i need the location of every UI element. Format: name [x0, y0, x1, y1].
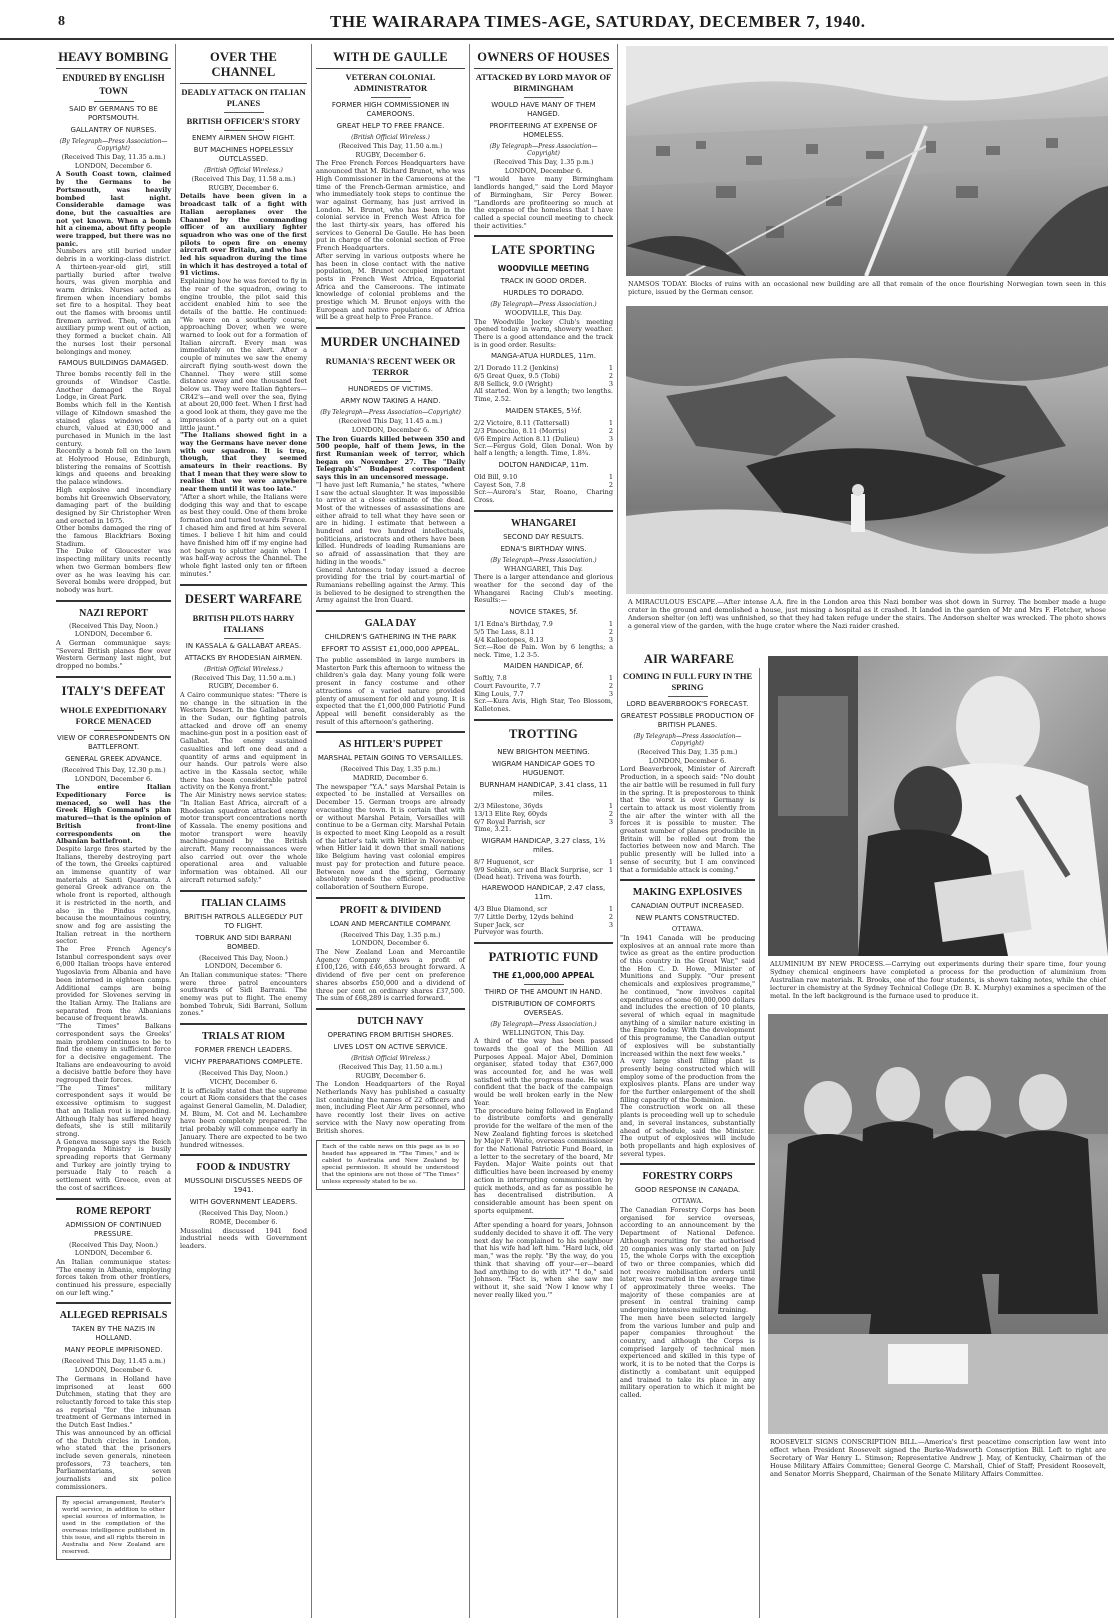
result-place: 2: [608, 426, 613, 435]
rule: [668, 696, 708, 697]
dateline: LONDON, December 6.: [74, 161, 153, 170]
reuters-note: By special arrangement, Reuter's world service, in addition to other special sources of information, is used in the compilation of the overseas intelligence published in this issue, and all rights therein in Australia and New Zealand are reserved.: [56, 1496, 171, 1560]
subheading: PROFITEERING AT EXPENSE OF HOMELESS.: [489, 122, 598, 139]
dateline: VICHY, December 6.: [209, 1077, 278, 1086]
result-entry: King Louis, 7.7: [474, 690, 524, 699]
article-paragraph: "The Italians showed fight in a way the Germans have never done with our squadron. It is true, though, that they seemed amateurs in their reactions. By that I mean that they were slow to realise that we were anywhere near them until it was too late.": [180, 431, 307, 494]
subheading: NEW PLANTS CONSTRUCTED.: [635, 914, 740, 923]
result-entry: Super Jack, scr: [474, 921, 525, 930]
race-note: Time, 3.21.: [474, 824, 512, 833]
result-entry: Cayest Son, 7.8: [474, 481, 526, 490]
dateline: LONDON, December 6.: [204, 962, 283, 971]
result-row: [474, 913, 613, 921]
article-paragraph: The Free French Agency's Istanbul correspondent says over 6,000 Italian troops have entered Yugoslavia from Albania and have been interned in eighteen camps. Additional camps are being provided for Slovenes serving in the Italian Army. The Italians are separated from the Albanians because of frequent brawls.: [56, 945, 171, 1023]
heading-air-warfare: AIR WARFARE: [643, 652, 735, 666]
article-paragraph: "The Times" Balkans correspondent says the Greeks' main problem continues to be to find the enemy in sufficient force for a decisive engagement. The Italians are endeavouring to avoid a decisive battle before they have regrouped their forces.: [56, 1022, 171, 1085]
result-row: [474, 802, 613, 810]
roosevelt-caption: ROOSEVELT SIGNS CONSCRIPTION BILL.—America's first peacetime conscription law went into effect when President Roosevelt signed the Burke-Wadsworth Conscription Bill. Left to right are Secretary of War Henry L. Stimson; Representative Andrew J. May, of Kentucky, Chairman of the House Military Affairs Committee; General George C. Marshall, Chief of Staff; President Roosevelt, and Senator Morris Sheppard, Chairman of the Senate Military Affairs Committee.: [770, 1438, 1106, 1478]
received-line: (Received This Day, 11.35 a.m.): [61, 153, 166, 161]
aluminium-lab-image: [768, 656, 1108, 956]
subheading: SAID BY GERMANS TO BE PORTSMOUTH.: [69, 105, 158, 122]
subheading: FORMER HIGH COMMISSIONER IN CAMEROONS.: [331, 101, 450, 118]
subheading: SECOND DAY RESULTS.: [503, 532, 584, 541]
subheading: GALLANTRY OF NURSES.: [70, 126, 157, 134]
subheading: DISTRIBUTION OF COMFORTS OVERSEAS.: [491, 999, 596, 1017]
received-line: (Received This Day, 11.50 a.m.): [191, 673, 296, 682]
subheading: FAMOUS BUILDINGS DAMAGED.: [58, 359, 169, 368]
heading-trials-at-riom: TRIALS AT RIOM: [202, 1031, 285, 1043]
article-paragraph: It is officially stated that the supreme court at Riom considers that the cases against General Gamelin, M. Daladier, M. Blum, M. Cot and M. Lechambre have been completely prepared. The trial probably will commence early in January. There are expected to be two hundred witnesses.: [180, 1086, 307, 1149]
rule: [94, 730, 134, 731]
result-entry: 2/3 Milestone, 36yds: [474, 801, 543, 810]
subheading: MANY PEOPLE IMPRISONED.: [64, 1346, 163, 1355]
heading-trotting: TROTTING: [509, 726, 578, 741]
credit-line: (By Telegraph—Press Association.): [490, 1020, 597, 1028]
received-line: (Received This Day, 11.45 a.m.): [338, 417, 443, 426]
namsos-ruins-image: [626, 46, 1108, 276]
dateline: WHANGAREI, This Day.: [504, 564, 583, 573]
heading-making-explosives: MAKING EXPLOSIVES: [632, 887, 743, 899]
masthead: [0, 0, 1114, 40]
article-paragraph: A third of the way has been passed towards the goal of the Million All Purposes Appeal. Major Abel, Dominion organiser, stated today that £367,000 was accounted for, and he was well satisfied with the progress made. He was confident that the back of the campaign would be well broken early in the New Year.: [474, 1037, 613, 1107]
heading-over-the-channel: OVER THE CHANNEL: [180, 46, 307, 84]
credit-line: (British Official Wireless.): [351, 1054, 430, 1062]
result-place: 3: [608, 921, 613, 930]
article-paragraph: Explaining how he was forced to fly in the rear of the squadron, owing to engine trouble, the pilot said this accident enabled him to see the details of the battle. He continued: "We were on a southerly course, approaching Dover, when we were warned to look out for a formation of Italian aircraft. Every man was immediately on the alert. After a couple of minutes we saw the enemy aircraft flying south-west down the Channel. They were still some distance away and one thousand feet below us. They were Italian fighters—CR42's—and well over the sea, flying at about 20,000 feet. When I first had a good look at them, they gave me the impression of a party out on a quiet little jaunt.": [180, 277, 307, 432]
result-entry: Softly, 7.8: [474, 674, 507, 683]
heading-with-de-gaulle: WITH DE GAULLE: [316, 46, 465, 69]
received-line: (Received This Day, 11.50 a.m.): [338, 1062, 443, 1071]
result-entry: 2/2 Victoire, 8.11 (Tattersall): [474, 418, 570, 427]
result-row: [474, 372, 613, 380]
article-paragraph: "I have just left Rumania," he states, "where I saw the actual slaughter. It was impossible to arrive at a close estimate of the dead. Most of the witnesses of assassinations are either afraid to tell what they have seen or are in hiding. I estimate that between a hundred and two hundred intellectuals, politicians, aristocrats and others have been killed. Hundreds of leading Rumanians are so afraid of assassination that they are hiding in the woods.": [316, 480, 465, 566]
bomber-crater-image: [626, 306, 1108, 594]
heading-dutch-navy: DUTCH NAVY: [357, 1015, 424, 1027]
article-paragraph: The construction work on all these plants is proceeding well up to schedule and, in several instances, substantially ahead of schedule, said the Minister. The output of explosives will include both propellants and high explosives of several types.: [620, 1103, 755, 1158]
received-line: (Received This Day, Noon.): [69, 621, 158, 630]
result-place: 2: [608, 372, 613, 381]
result-place: 1: [608, 905, 613, 914]
subheading: GOOD RESPONSE IN CANADA.: [634, 1186, 741, 1195]
received-line: (Received This Day, Noon.): [69, 1240, 158, 1249]
race-results: [474, 364, 613, 388]
result-entry: 2/3 Pinocchio, 8.11 (Morris): [474, 426, 567, 435]
credit-line: (By Telegraph—Press Association—Copyright): [489, 143, 598, 157]
result-row: [474, 682, 613, 690]
subheading: OPERATING FROM BRITISH SHORES.: [327, 1030, 454, 1039]
dateline: LONDON, December 6.: [351, 425, 430, 434]
subheading: VICHY PREPARATIONS COMPLETE.: [184, 1058, 303, 1067]
result-row: [474, 628, 613, 636]
dateline: LONDON, December 6.: [74, 1249, 153, 1258]
subheading: HURDLES TO DORADO.: [503, 288, 584, 297]
article-paragraph: Other bombs damaged the ring of the famous Blackfriars Boxing Stadium.: [56, 524, 171, 548]
race-title: MAIDEN STAKES, 5½f.: [505, 406, 582, 415]
dateline: LONDON, December 6.: [504, 166, 583, 175]
received-line: (Received This Day, Noon.): [199, 1209, 288, 1218]
race-results: [474, 620, 613, 644]
article-paragraph: The public assembled in large numbers in Masterton Park this afternoon to witness the children's gala day. Many young folk were present in fancy costume and other attractions of a varied nature provided plenty of amusement for old and young. It is expected that the £1,000,000 Patriotic Fund Appeal will benefit considerably as the result of this afternoon's gathering.: [316, 656, 465, 726]
received-line: (Received This Day, 1.35 p.m.): [340, 765, 441, 774]
rule: [224, 112, 264, 113]
column-2: [176, 44, 312, 1618]
result-entry: Old Bill, 9.10: [474, 473, 518, 482]
article-paragraph: The newspaper "Y.A." says Marshal Petain is expected to be installed at Versailles on December 15. German troops are already evacuating the town. It is certain that with or without Marshal Petain, Versailles will continue to be a German city. Marshal Petain is expected to meet King Leopold as a result of the latter's talk with Hitler in November, when Hitler laid it down that small nations like Belgium having vast colonial empires must pay for protection and future peace. Between now and the spring, Germany absolutely needs the efficient productive collaboration of Southern Europe.: [316, 782, 465, 891]
heading-desert-warfare: DESERT WARFARE: [184, 591, 303, 606]
rule: [371, 381, 411, 382]
article-paragraph: Despite large fires started by the Italians, thereby destroying part of the town, the Greeks captured an immense quantity of war materials at Santi Quaranta. A general Greek advance on the whole front is reported, although it is restricted in the north, and also in the Pindus regions, because the mountainous country, snow and fog are assisting the Italian retreat in the northern sector.: [56, 844, 171, 946]
rule: [371, 97, 411, 98]
result-entry: 4/3 Blue Diamond, scr: [474, 905, 548, 914]
race-results: [474, 419, 613, 443]
subheading: VIEW OF CORRESPONDENTS ON BATTLEFRONT.: [57, 733, 170, 751]
result-entry: 6/7 Royal Parrish, scr: [474, 817, 546, 826]
heading-patriotic-fund: PATRIOTIC FUND: [488, 950, 599, 964]
heading-whangarei: WHANGAREI: [510, 517, 576, 529]
heading-hitlers-puppet: AS HITLER'S PUPPET: [338, 739, 443, 751]
heading-food-industry: FOOD & INDUSTRY: [196, 1162, 291, 1174]
dateline: WOODVILLE, This Day.: [504, 308, 583, 317]
result-row: [474, 427, 613, 435]
result-row: [474, 364, 613, 372]
result-row: [474, 419, 613, 427]
subheading: WHOLE EXPEDITIONARY FORCE MENACED: [59, 704, 168, 726]
article-paragraph: The New Zealand Loan and Mercantile Agency Company shows a profit of £100,126, with £46,653 brought forward. A dividend of five per cent on preference shares absorbs £50,000 and a dividend of three per cent on ordinary shares £37,500. The sum of £68,289 is carried forward.: [316, 948, 465, 1003]
received-line: (Received This Day, 11.45 a.m.): [61, 1357, 166, 1366]
column-4: [470, 44, 618, 1618]
subheading: TAKEN BY THE NAZIS IN HOLLAND.: [72, 1325, 155, 1343]
credit-line: (British Official Wireless.): [351, 134, 430, 141]
heading-owners-of-houses: OWNERS OF HOUSES: [474, 46, 613, 69]
result-place: 2: [608, 628, 613, 637]
roosevelt-signing-image: [768, 1014, 1108, 1434]
subheading: VETERAN COLONIAL ADMINISTRATOR: [345, 72, 436, 93]
dateline: RUGBY, December 6.: [208, 682, 279, 691]
article-paragraph: An Italian communique states: "The enemy in Albania, employing forces taken from other frontiers, continued his pressure, especially on our left wing.": [56, 1257, 171, 1297]
race-note: Scr.—Kura Avis, High Star, Teo Blossom, Kalletones.: [474, 697, 613, 714]
race-title: DOLTON HANDICAP, 11m.: [498, 461, 589, 470]
race-title: WIGRAM HANDICAP, 3.27 class, 1½ miles.: [481, 836, 606, 854]
result-place: 2: [608, 682, 613, 691]
heading-nazi-report: NAZI REPORT: [79, 607, 148, 619]
rule: [524, 984, 564, 985]
dateline: OTTAWA.: [671, 925, 704, 934]
race-note: Scr.—Aurora's Star, Roano, Charing Cross.: [474, 488, 613, 504]
rule: [224, 130, 264, 131]
result-place: 1: [608, 418, 613, 427]
bomber-crater-photo: [626, 306, 1108, 594]
race-note: Purveyor was fourth.: [474, 928, 544, 937]
result-entry: 9/9 Sobkin, scr and Black Surprise, scr: [474, 865, 603, 874]
article-paragraph: A Geneva message says the Reich Propaganda Ministry is busily spreading reports that Germany and Turkey are jointly trying to persuade Italy to reach a settlement with Greece, even at the cost of sacrifices.: [56, 1137, 171, 1192]
race-results: [474, 802, 613, 826]
namsos-caption: NAMSOS TODAY. Blocks of ruins with an occasional new building are all that remain of the once flourishing Norwegian town seen in this picture, issued by the German censor.: [628, 280, 1106, 296]
result-entry: 2/1 Dorado 11.2 (Jenkins): [474, 364, 559, 373]
article-paragraph: The Canadian Forestry Corps has been organised for service overseas, according to an announcement by the Department of National Defence. Although recruiting for the authorised 20 companies was only started on July 15, the whole Corps with the exception of two or three companies, which did not receive mobilisation orders until later, was recruited in the average time of approximately three weeks. The majority of these companies are at present in central training camp undergoing intensive military training.: [620, 1206, 755, 1315]
dateline: LONDON, December 6.: [351, 939, 430, 948]
credit-line: (By Telegraph—Press Association—Copyright): [320, 409, 461, 417]
column-3: [312, 44, 470, 1618]
race-note: Scr.—Fergus Gold, Glen Donal. Won by half a length; a length. Time, 1.8¾.: [474, 441, 613, 458]
received-line: (Received This Day, 11.50 a.m.): [338, 142, 443, 150]
result-place: 3: [608, 817, 613, 826]
article-paragraph: A German communique says: "Several British planes flew over Western Germany last night, but dropped no bombs.": [56, 639, 171, 671]
bomber-caption: A MIRACULOUS ESCAPE.—After intense A.A. fire in the London area this Nazi bomber was shot down in Surrey. The bomber made a huge crater in the ground and demolished a house, just missing a hospital as it crashed. It landed in the garden of Mr and Mrs F. Fletcher, whose Anderson shelter (on left) was unfinished, so that they had taken refuge under the stairs. The Anderson shelter was wrecked. The photo shows a general view of the garden, with the huge crater where the Nazi raider crashed.: [628, 598, 1106, 630]
credit-line: (By Telegraph—Press Association—Copyright): [633, 733, 742, 747]
air-warfare-column: [620, 668, 760, 1618]
dateline: OTTAWA.: [671, 1197, 704, 1206]
race-title: HAREWOOD HANDICAP, 2.47 class, 11m.: [481, 884, 606, 902]
times-note: Each of the cable news on this page as is so headed has appeared in "The Times," and is cabled to Australia and New Zealand by special permission. It should be understood that the opinions are not those of "The Times" unless expressly stated to be so.: [316, 1140, 465, 1190]
result-place: 2: [608, 481, 613, 490]
heading-late-sporting: LATE SPORTING: [491, 243, 596, 258]
article-paragraph: Mussolini discussed 1941 food industrial needs with Government leaders.: [180, 1226, 307, 1251]
subheading: TOBRUK AND SIDI BARRANI BOMBED.: [195, 933, 292, 951]
article-lead: Details have been given in a broadcast talk of a fight with Italian aeroplanes over the Channel by the commanding officer of an auxiliary fighter squadron who was one of the first pilots to open fire on enemy aircraft over Britain, and who has led his squadron during the time in which it has destroyed a total of 91 victims.: [180, 192, 307, 278]
received-line: (Received This Day, 11.58 a.m.): [191, 175, 296, 183]
article-paragraph: After spending a hoard for years, Johnson suddenly decided to shave it off. The very next day he complained to his neighbour that his wife had left him. "Hard luck, old man," was the reply. "By the way, do you think that shaving off your—er—beard had anything to do with it?" "I do," said Johnson. "Fact is, when she saw me without it, she said 'Now I know why I never really liked you.'": [474, 1221, 613, 1299]
dateline: LONDON, December 6.: [74, 630, 153, 639]
race-note: Scr.—Roe de Pain. Won by 6 lengths; a neck. Time, 1.2 3-5.: [474, 643, 613, 659]
race-title: NOVICE STAKES, 5f.: [509, 608, 578, 617]
article-paragraph: After serving in various outposts where he has been in close contact with the native population, M. Brunot occupied important posts in French West Africa, Equatorial Africa and the Cameroons. The intimate knowledge of colonial problems and the prestige which M. Brunot enjoys with the European and native populations of Africa will be a great help to Free France.: [316, 251, 465, 322]
article-lead: A South Coast town, claimed by the Germans to be Portsmouth, was heavily bombed last night. Considerable damage was done, but the casualties are not yet known. When a bomb hit a cinema, about fifty people were trapped, but there was no panic.: [56, 170, 171, 248]
subheading: WOULD HAVE MANY OF THEM HANGED.: [491, 101, 596, 118]
race-title: MANGA-ATUA HURDLES, 11m.: [491, 352, 596, 361]
subheading: RUMANIA'S RECENT WEEK OR TERROR: [325, 356, 456, 378]
article-paragraph: The procedure being followed in England to distribute comforts and generally provide for the welfare of the men of the New Zealand fighting forces is sketched by Major F. Waite, overseas commissioner for the National Patriotic Fund Board, in a letter to the secretary of the board, Mr Fayden. Major Waite points out that difficulties have been increased by enemy action in interrupting communication by quick methods, and as far as possible he has decentralised distribution. A considerable amount has been spent on sports equipment.: [474, 1106, 613, 1215]
article-paragraph: The London Headquarters of the Royal Netherlands Navy has published a casualty list containing the names of 22 officers and men, including Fleet Air Arm personnel, who have recently lost their lives on active service with the Navy now operating from British shores.: [316, 1080, 465, 1135]
article-paragraph: High explosive and incendiary bombs hit Greenwich Observatory, damaging part of the building designed by Sir Christopher Wren and erected in 1675.: [56, 485, 171, 525]
heading-murder-unchained: MURDER UNCHAINED: [320, 335, 461, 350]
result-entry: 6/6 Empire Action 8.11 (Dulieu): [474, 434, 580, 443]
article-lead: The entire Italian Expeditionary Force is menaced, so well has the Greek High Command's plan matured—that is the opinion of British front-line correspondents on the Albanian battlefront.: [56, 783, 171, 846]
subheading: GREAT HELP TO FREE FRANCE.: [336, 122, 445, 130]
article-paragraph: Three bombs recently fell in the grounds of Windsor Castle. Another damaged the Royal Lodge, in Great Park.: [56, 370, 171, 402]
subheading: MUSSOLINI DISCUSSES NEEDS OF 1941.: [184, 1177, 303, 1195]
subheading: BRITISH PATROLS ALLEGEDLY PUT TO FLIGHT.: [184, 912, 303, 930]
page-number: 8: [58, 14, 65, 29]
heading-italian-claims: ITALIAN CLAIMS: [201, 897, 286, 909]
result-place: 2: [608, 913, 613, 922]
article-paragraph: The Air Ministry news service states: "In Italian East Africa, aircraft of a Rhodesian squadron attacked enemy motor transport concentrations north of Kassala. The enemy positions and motor transport were heavily machine-gunned by the British aircraft. Many reconnaissances were also carried out over the whole operational area and valuable information was obtained. All our aircraft returned safely.": [180, 791, 307, 884]
received-line: (Received This Day, Noon.): [199, 953, 288, 962]
subheading: LORD BEAVERBROOK'S FORECAST.: [626, 700, 749, 708]
credit-line: (British Official Wireless.): [204, 665, 283, 673]
result-place: 2: [608, 809, 613, 818]
rule: [524, 1218, 564, 1219]
subheading: ENDURED BY ENGLISH TOWN: [62, 73, 165, 96]
heading-gala-day: GALA DAY: [364, 618, 417, 630]
article-paragraph: The Woodville Jockey Club's meeting opened today in warm, showery weather. There is a good attendance and the track is in good order. Results:: [474, 317, 613, 349]
credit-line: (By Telegraph—Press Association—Copyright): [59, 138, 168, 152]
result-entry: 13/13 Elite Rey, 60yds: [474, 809, 548, 818]
heading-profit-dividend: PROFIT & DIVIDEND: [339, 904, 442, 916]
credit-line: (By Telegraph—Press Association.): [490, 556, 597, 564]
race-note: (Dead heat). Trivena was fourth.: [474, 872, 582, 881]
roosevelt-photo: [768, 1014, 1108, 1434]
result-place: 1: [608, 473, 613, 482]
subheading: FORMER FRENCH LEADERS.: [194, 1046, 293, 1055]
race-note: All started. Won by a length; two lengths. Time, 2.52.: [474, 387, 613, 404]
heading-heavy-bombing: HEAVY BOMBING: [56, 46, 171, 69]
received-line: (Received This Day, Noon.): [199, 1069, 288, 1078]
article-paragraph: The Duke of Gloucester was inspecting military units recently when two German bombers flew over as he was leaving his car. Several bombs were dropped, but nobody was hurt.: [56, 547, 171, 594]
result-place: 3: [608, 434, 613, 443]
dateline: RUGBY, December 6.: [208, 183, 279, 192]
dateline: ROME, December 6.: [209, 1217, 278, 1226]
subheading: MARSHAL PETAIN GOING TO VERSAILLES.: [317, 754, 464, 763]
article-paragraph: Bombs which fell in the Kentish village of Kilndown smashed the stained glass windows of a church, valued at £30,000 and purchased in Munich in the last century.: [56, 401, 171, 448]
article-paragraph: A Cairo communique states: "There is no change in the situation in the Western Desert. In the Gallabat area, in the Sudan, our fighting patrols attacked and drove off an enemy machine-gun post in a position east of Gallabat. The enemy sustained casualties and left one dead and a quantity of arms and equipment in our hands. Our patrols were also active in the Kassala sector, while there has been considerable patrol activity on the Kenya front.": [180, 690, 307, 792]
subheading: EDNA'S BIRTHDAY WINS.: [500, 544, 587, 553]
subheading: WITH GOVERNMENT LEADERS.: [189, 1198, 298, 1207]
received-line: (Received This Day, 1.35 p.m.): [493, 158, 594, 166]
result-row: [474, 620, 613, 628]
dateline: LONDON, December 6.: [648, 756, 727, 765]
dateline: RUGBY, December 6.: [355, 1071, 426, 1080]
subheading: IN KASSALA & GALLABAT AREAS.: [185, 641, 302, 650]
heading-forestry-corps: FORESTRY CORPS: [642, 1171, 733, 1183]
result-entry: 8/8 Sellick, 9.0 (Wright): [474, 380, 553, 389]
received-line: (Received This Day, 12.30 p.m.): [61, 765, 166, 774]
race-results: [474, 905, 613, 929]
article-paragraph: An Italian communique states: "There were three patrol encounters southwards of Sidi Barrani. The enemy was put to flight. The enemy bombed Tobruk, Sidi Barrani, Sollum zones.": [180, 970, 307, 1018]
subheading: THIRD OF THE AMOUNT IN HAND.: [484, 987, 603, 996]
article-paragraph: The Free French Forces Headquarters have announced that M. Richard Brunot, who was High Commissioner in the Cameroons at the time of the French-German armistice, and who immediately took steps to continue the war against Germany, has just arrived in London. M. Brunot, who has been in the colonial service in French West Africa for the last thirty-six years, has offered his services to General De Gaulle. He has been put in charge of the colonial section of Free French Headquarters.: [316, 159, 465, 253]
subheading: ATTACKS BY RHODESIAN AIRMEN.: [184, 653, 303, 662]
result-entry: 1/1 Edna's Birthday, 7.9: [474, 620, 553, 629]
subheading: THE £1,000,000 APPEAL: [492, 971, 595, 980]
subheading: BRITISH OFFICER'S STORY: [186, 116, 301, 126]
photo-column: [618, 44, 1114, 1618]
rule: [524, 97, 564, 98]
heading-italys-defeat: ITALY'S DEFEAT: [61, 683, 166, 698]
subheading: ATTACKED BY LORD MAYOR OF BIRMINGHAM: [475, 72, 612, 93]
received-line: (Received This Day, 1.35 p.m.): [637, 748, 738, 756]
result-row: [474, 858, 613, 866]
race-title: BURNHAM HANDICAP, 3.41 class, 11 miles.: [479, 780, 608, 798]
subheading: CHILDREN'S GATHERING IN THE PARK: [324, 633, 457, 642]
subheading: HUNDREDS OF VICTIMS.: [348, 385, 433, 394]
article-paragraph: Recently a bomb fell on the lawn at Holyrood House, Edinburgh, blistering the remains of Scottish kings and queens and breaking the palace windows.: [56, 447, 171, 487]
subheading: COMING IN FULL FURY IN THE SPRING: [622, 671, 753, 692]
heading-alleged-reprisals: ALLEGED REPRISALS: [59, 1310, 168, 1322]
result-row: [474, 905, 613, 913]
subheading: EFFORT TO ASSIST £1,000,000 APPEAL.: [321, 645, 460, 654]
article-paragraph: A very large shell filling plant is presently being constructed which will employ some of the production from the explosives plants. Plans are under way for the further enlargement of the shell filling capacity of the Dominion.: [620, 1057, 755, 1104]
result-entry: 4/4 Kalleotopes, 8.13: [474, 636, 544, 645]
result-place: 1: [608, 674, 613, 683]
aluminium-photo: [768, 656, 1108, 956]
subheading: TRACK IN GOOD ORDER.: [500, 276, 587, 285]
result-entry: 5/5 The Lass, 8.11: [474, 628, 535, 637]
column-1: [52, 44, 176, 1618]
article-paragraph: General Antonescu today issued a decree providing for the trial by court-martial of Rumanians rebelling against the Army. This is believed to be designed to strengthen the Army against the Iron Guard.: [316, 565, 465, 605]
subheading: ARMY NOW TAKING A HAND.: [340, 397, 441, 406]
subheading: ADMISSION OF CONTINUED PRESSURE.: [65, 1220, 162, 1238]
article-paragraph: Numbers are still buried under debris in a working-class district. A thirteen-year-old girl, still partially buried after twelve hours, was given morphia and warm drinks. Nurses acted as firemen when incendiary bombs set fire to a hospital. They beat out the flames with brooms until firemen arrived. Then, with an auxiliary pump went out of action, they formed a bucket chain. All the nurses lost their personal belongings and money.: [56, 247, 171, 356]
subheading: CANADIAN OUTPUT INCREASED.: [631, 902, 744, 911]
received-line: (Received This Day, 1.35 p.m.): [340, 930, 441, 939]
result-place: 1: [608, 801, 613, 810]
race-results: [474, 473, 613, 489]
rule: [94, 101, 134, 102]
newspaper-title: THE WAIRARAPA TIMES-AGE, SATURDAY, DECEMBER 7, 1940.: [330, 12, 866, 31]
subheading: GENERAL GREEK ADVANCE.: [65, 754, 162, 763]
article-lead: The Iron Guards killed between 350 and 500 people, half of them Jews, in the first Rumanian week of terror, which began on November 27. The "Daily Telegraph's" Budapest correspondent says this in an uncensored message.: [316, 434, 465, 482]
subheading: WOODVILLE MEETING: [497, 264, 590, 274]
result-entry: Court Favourite, 7.7: [474, 682, 541, 691]
result-entry: 8/7 Huguenot, scr: [474, 857, 534, 866]
result-entry: 6/5 Great Quex, 9.5 (Tobi): [474, 372, 560, 381]
subheading: BUT MACHINES HOPELESSLY OUTCLASSED.: [193, 146, 294, 163]
subheading: GREATEST POSSIBLE PRODUCTION OF BRITISH PLANES.: [620, 712, 755, 729]
credit-line: (By Telegraph—Press Association.): [490, 300, 597, 308]
result-row: [474, 674, 613, 682]
heading-rome-report: ROME REPORT: [76, 1205, 151, 1217]
dateline: LONDON, December 6.: [74, 774, 153, 783]
rule: [224, 638, 264, 639]
result-place: 3: [608, 690, 613, 699]
subheading: BRITISH PILOTS HARRY ITALIANS: [192, 612, 295, 634]
subheading: DEADLY ATTACK ON ITALIAN PLANES: [181, 87, 306, 108]
aluminium-caption: ALUMINIUM BY NEW PROCESS.—Carrying out experiments during their spare time, four young Sydney chemical engineers have completed a process for the production of aluminium from Australian raw materials. R. Brooks, one of the four students, is shown taking notes, while the chief lecturer in chemistry at the Sydney Technical College (Dr. B. K. Murphy) examines a specimen of the metal. In the left background is the furnace used to produce it.: [770, 960, 1106, 1000]
result-place: 1: [608, 364, 613, 373]
article-paragraph: "In 1941 Canada will be producing explosives at an annual rate more than twice as great as the entire production of this country in the Great War," said the Hon C. D. Howe, Minister of Munitions and Supply. "Our present chemicals and explosives programme," he continued, "now involves capital expenditures of some 60,000,000 dollars and includes the erection of 10 plants, several of which equal in magnitude anything of a similar nature existing in the Empire today. With the development of this programme, the Canadian output of explosives will be substantially increased within the next few weeks.": [620, 933, 755, 1058]
dateline: WELLINGTON, This Day.: [502, 1028, 585, 1037]
result-place: 1: [608, 865, 613, 874]
subheading: NEW BRIGHTON MEETING.: [497, 747, 590, 756]
result-row: [474, 810, 613, 818]
subheading: LOAN AND MERCANTILE COMPANY.: [329, 919, 452, 928]
article-paragraph: "I would have many Birmingham landlords hanged," said the Lord Mayor of Birmingham, Sir Percy Bower. "Landlords are profiteering so much at the expense of the homeless that I have called a special council meeting to check their activities.": [474, 175, 613, 230]
dateline: MADRID, December 6.: [352, 774, 429, 783]
article-paragraph: The Germans in Holland have imprisoned at least 600 Dutchmen, stating that they are reluctantly forced to take this step as reprisal "for the inhuman treatment of Germans interned in the Dutch East Indies.": [56, 1374, 171, 1430]
result-entry: 7/7 Little Derby, 12yds behind: [474, 913, 574, 922]
subheading: LIVES LOST ON ACTIVE SERVICE.: [333, 1042, 448, 1051]
credit-line: (British Official Wireless.): [204, 167, 283, 174]
article-paragraph: This was announced by an official of the Dutch circles in London, who stated that the prisoners include seven generals, nineteen professors, 73 teachers, ten Parliamentarians, seven journalists and six police commissioners.: [56, 1428, 171, 1491]
result-place: 1: [608, 620, 613, 629]
result-place: 1: [608, 857, 613, 866]
subheading: WIGRAM HANDICAP GOES TO HUGUENOT.: [492, 759, 595, 777]
subheading: ENEMY AIRMEN SHOW FIGHT.: [191, 134, 296, 142]
article-paragraph: The men have been selected largely from the various lumber and pulp and paper companies throughout the country, and although the Corps is comprised largely of technical men experienced and skilled in this type of work, it is to be noted that the Corps is distinctly a combatant unit equipped and trained to take its place in any military operation to which it might be called.: [620, 1313, 755, 1399]
article-paragraph: "After a short while, the Italians were dodging this way and that to escape as best they could. One of them broke formation and turned towards France. I chased him and fired at him several times. I believe I hit him and could have finished him off if my engine had not begun to splutter again when I was half-way across the Channel. The whole fight lasted only ten or fifteen minutes.": [180, 492, 307, 578]
article-paragraph: There is a larger attendance and glorious weather for the second day of the Whangarei Racing Club's meeting. Results:—: [474, 573, 613, 605]
race-title: MAIDEN HANDICAP, 6f.: [503, 662, 584, 671]
result-place: 3: [608, 636, 613, 645]
article-paragraph: "The Times" military correspondent says it would be excessive optimism to suggest that an Italian rout is impending. Although Italy has suffered heavy defeats, she is still militarily strong.: [56, 1083, 171, 1138]
article-paragraph: Lord Beaverbrook, Minister of Aircraft Production, in a speech said: "No doubt the air battle will be resumed in full fury in the spring. It is preposterous to think that the worst is over. Germany is certain to attack us most violently from the air after the winter with all the forces it is possible to muster. The greatest number of planes producible in Britain will be rolled out from the factories between now and March. The public presently will be lulled into a sense of security, but I am convinced that a formidable attack is coming.": [620, 765, 755, 874]
result-row: [474, 473, 613, 481]
result-place: 3: [608, 380, 613, 389]
dateline: RUGBY, December 6.: [355, 150, 426, 159]
race-results: [474, 674, 613, 698]
dateline: LONDON, December 6.: [74, 1366, 153, 1375]
race-results: [474, 858, 613, 874]
namsos-photo: [626, 46, 1108, 276]
